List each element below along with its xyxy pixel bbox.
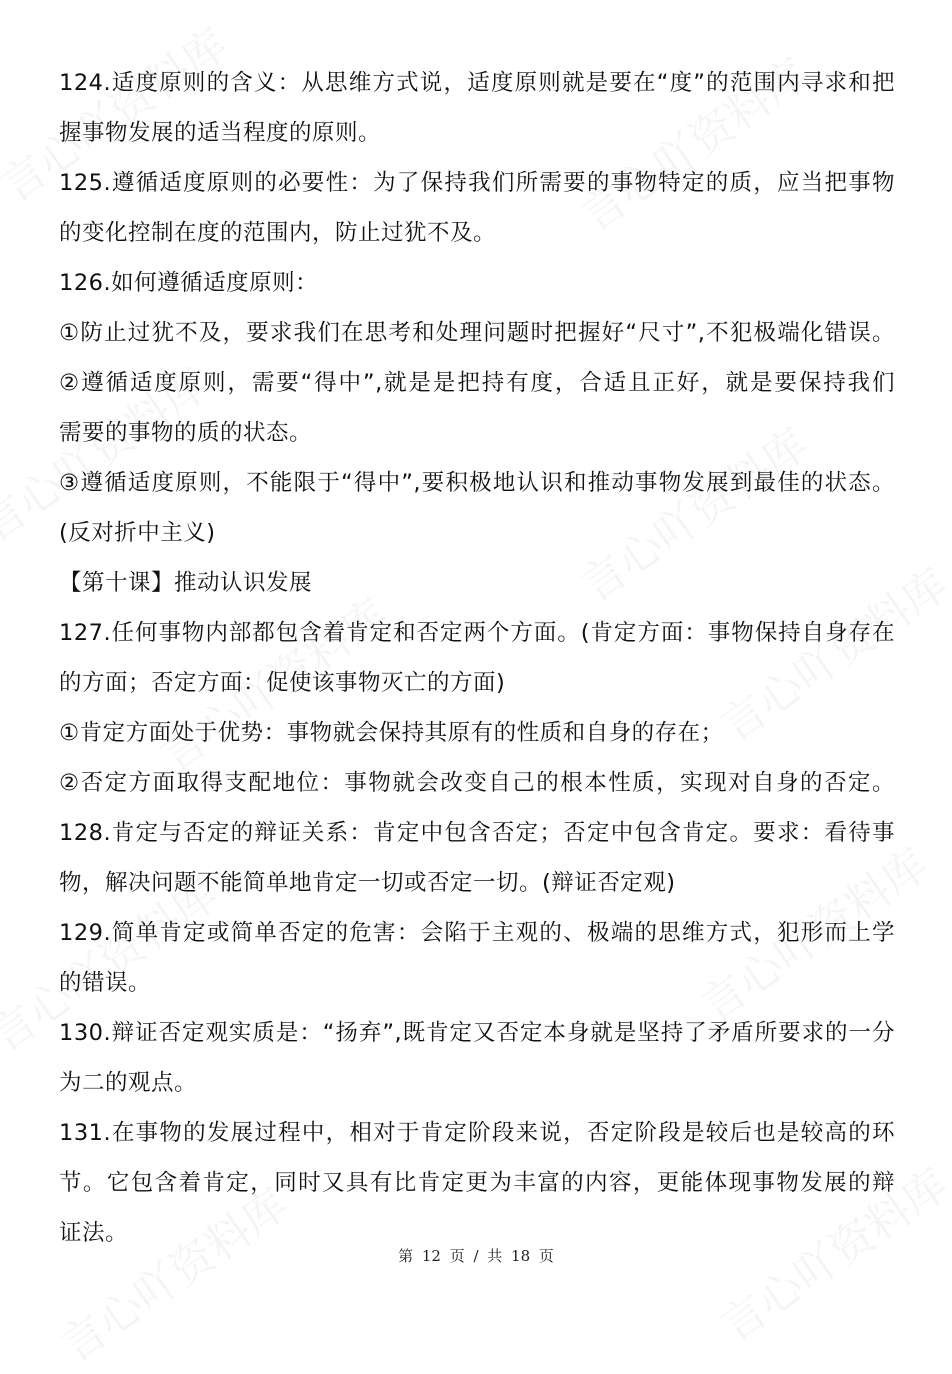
text-line: ②否定方面取得支配地位：事物就会改变自己的根本性质，实现对自身的否定。	[59, 770, 895, 796]
text-line: 的方面；否定方面：促使该事物灭亡的方面)	[59, 670, 506, 696]
text-line: 127.任何事物内部都包含着肯定和否定两个方面。(肯定方面：事物保持自身存在	[59, 620, 895, 646]
text-line: 124.适度原则的含义：从思维方式说，适度原则就是要在“度”的范围内寻求和把	[59, 70, 895, 96]
text-line: 节。它包含着肯定，同时又具有比肯定更为丰富的内容，更能体现事物发展的辩	[59, 1170, 895, 1196]
page-number: 第 12 页 / 共 18 页	[398, 1247, 554, 1265]
text-line: 证法。	[59, 1220, 129, 1246]
text-line: 129.简单肯定或简单否定的危害：会陷于主观的、极端的思维方式，犯形而上学	[59, 920, 895, 946]
text-line: 130.辩证否定观实质是：“扬弃”,既肯定又否定本身就是坚持了矛盾所要求的一分	[59, 1020, 895, 1046]
text-line: 物，解决问题不能简单地肯定一切或否定一切。(辩证否定观)	[59, 870, 676, 896]
text-line: 需要的事物的质的状态。	[59, 420, 313, 446]
text-line: (反对折中主义)	[59, 520, 216, 546]
text-line: 126.如何遵循适度原则：	[59, 270, 319, 296]
text-line: 为二的观点。	[59, 1070, 198, 1096]
text-line: 131.在事物的发展过程中，相对于肯定阶段来说，否定阶段是较后也是较高的环	[59, 1120, 895, 1146]
text-line: 的错误。	[59, 970, 152, 996]
section-heading: 【第十课】推动认识发展	[59, 570, 313, 596]
text-line: ②遵循适度原则，需要“得中”,就是是把持有度，合适且正好，就是要保持我们	[59, 370, 895, 396]
text-line: 128.肯定与否定的辩证关系：肯定中包含否定；否定中包含肯定。要求：看待事	[59, 820, 895, 846]
document-body	[59, 58, 895, 1258]
text-line: 125.遵循适度原则的必要性：为了保持我们所需要的事物特定的质，应当把事物	[59, 170, 895, 196]
text-line: ③遵循适度原则，不能限于“得中”,要积极地认识和推动事物发展到最佳的状态。	[59, 470, 895, 496]
text-line: ①防止过犹不及，要求我们在思考和处理问题时把握好“尺寸”,不犯极端化错误。	[59, 320, 895, 346]
text-line: 握事物发展的适当程度的原则。	[59, 120, 382, 146]
text-line: 的变化控制在度的范围内，防止过犹不及。	[59, 220, 497, 246]
text-line: ①肯定方面处于优势：事物就会保持其原有的性质和自身的存在；	[59, 720, 724, 746]
